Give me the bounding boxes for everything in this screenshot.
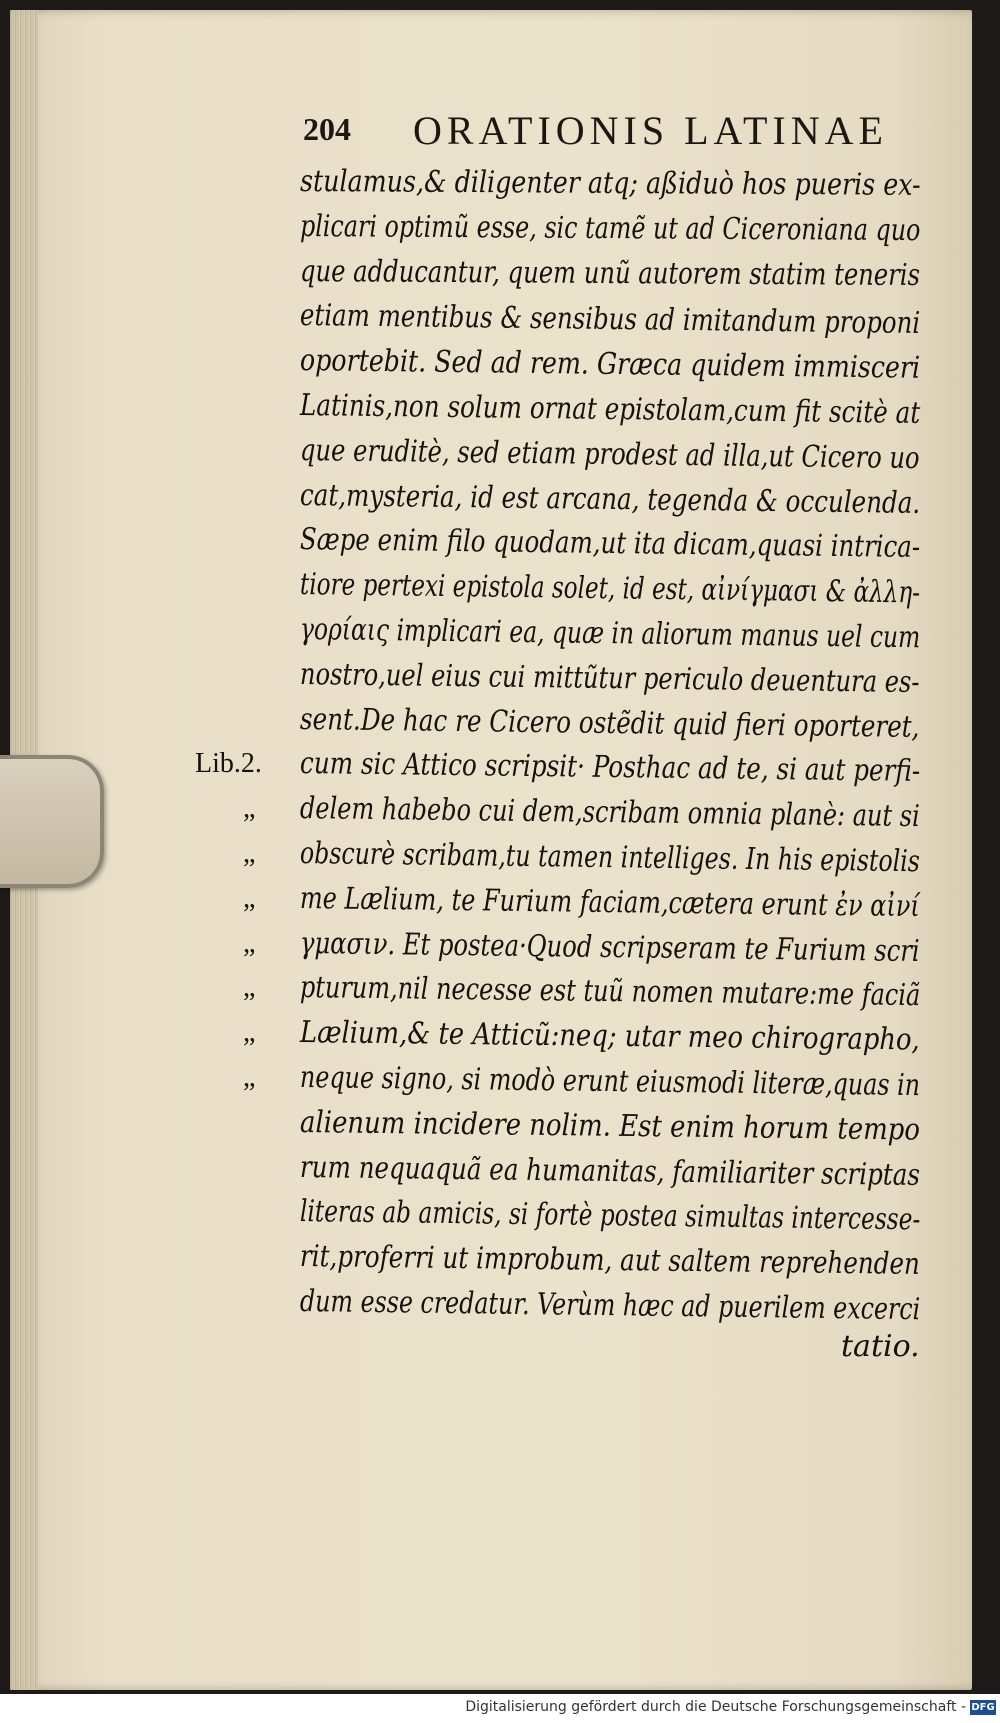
text-line: literas ab amicis, si fortè postea simultas intercesse-: [299, 1194, 921, 1238]
funding-credit: Digitalisierung gefördert durch die Deutsche Forschungsgemeinschaft -: [465, 1699, 966, 1715]
text-line: oportebit. Sed ad rem. Græca quidem immisceri: [299, 343, 921, 386]
text-line: γμασιν. Et postea·Quod scripseram te Furium scri: [299, 925, 920, 969]
page-header: [303, 105, 923, 165]
margin-note: „: [243, 972, 256, 1004]
text-line: tatio.: [841, 1328, 920, 1364]
text-line: sent.De hac re Cicero ostẽdit quid fieri oporteret,: [299, 701, 920, 745]
text-line: Lælium,& te Atticũ:neq; utar meo chirographo,: [299, 1015, 920, 1058]
page-clip: [0, 755, 104, 888]
text-line: pturum,nil necesse est tuũ nomen mutare:me faciã: [299, 970, 921, 1014]
text-line: neque signo, si modò erunt eiusmodi literæ,quas in: [299, 1060, 921, 1104]
margin-note: „: [243, 882, 256, 914]
text-line: que adducantur, quem unũ autorem statim teneris: [299, 253, 921, 293]
footer-bar: [0, 1694, 1000, 1723]
text-line: etiam mentibus & sensibus ad imitandum proponi: [299, 298, 921, 342]
text-line: tiore pertexi epistola solet, id est, αἰνίγμασι & ἀλλη-: [299, 567, 921, 611]
margin-note: „: [243, 1062, 256, 1093]
text-line: rum nequaquã ea humanitas, familiariter scriptas: [299, 1149, 921, 1193]
page-number: 204: [303, 111, 351, 147]
text-line: Latinis,non solum ornat epistolam,cum fit scitè at: [299, 388, 921, 431]
margin-note: „: [243, 1017, 256, 1049]
text-line: nostro,uel eius cui mittũtur periculo deuentura es-: [299, 656, 920, 700]
text-line: delem habebo cui dem,scribam omnia planè: aut si: [299, 791, 920, 835]
text-line: cum sic Attico scripsit· Posthac ad te, si aut perfi-: [299, 746, 921, 790]
margin-note: „: [243, 793, 256, 825]
text-line: γορίαις implicari ea, quæ in aliorum manus uel cum: [299, 612, 921, 656]
text-line: Sæpe enim filo quodam,ut ita dicam,quasi intrica-: [299, 522, 921, 566]
text-line: rit,proferri ut improbum, aut saltem reprehenden: [299, 1239, 921, 1283]
margin-note: „: [243, 927, 256, 959]
text-line: me Lælium, te Furium faciam,cætera erunt ἐν αἰνί: [299, 880, 920, 924]
text-line: stulamus,& diligenter atq; aßiduò hos pueris ex-: [299, 164, 921, 203]
text-line: obscurè scribam,tu tamen intelliges. In his epistolis: [299, 836, 921, 880]
text-line: que eruditè, sed etiam prodest ad illa,ut Cicero uo: [299, 432, 920, 476]
dfg-logo: DFG: [971, 1702, 995, 1713]
margin-note: Lib.2.: [195, 748, 262, 780]
running-head: ORATIONIS LATINAE: [413, 108, 888, 153]
text-line: cat,mysteria, id est arcana, tegenda & occulenda.: [299, 477, 921, 521]
text-line: dum esse credatur. Verùm hæc ad puerilem excerci: [299, 1284, 921, 1328]
text-line: alienum incidere nolim. Est enim horum tempo: [299, 1104, 921, 1148]
margin-note: „: [243, 838, 256, 869]
text-line: plicari optimũ esse, sic tamẽ ut ad Ciceroniana quo: [299, 208, 921, 248]
